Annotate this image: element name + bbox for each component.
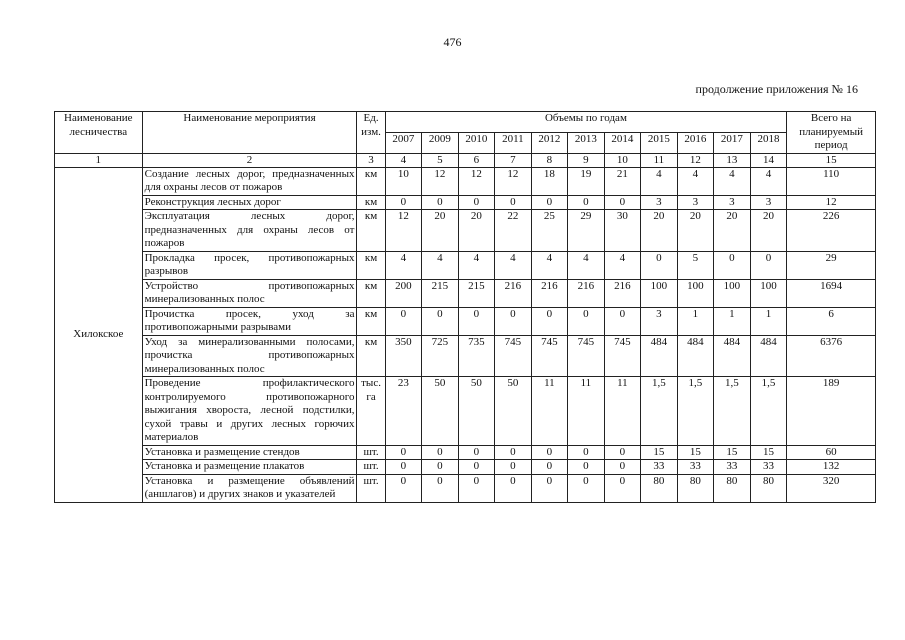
year-value-cell: 80: [714, 474, 751, 502]
year-value-cell: 25: [531, 210, 568, 252]
column-number: 5: [422, 153, 459, 167]
column-number: 8: [531, 153, 568, 167]
year-value-cell: 20: [458, 210, 495, 252]
table-row: [55, 377, 876, 446]
year-value-cell: 216: [568, 279, 605, 307]
header-year: 2015: [641, 132, 678, 153]
year-value-cell: 22: [495, 210, 532, 252]
table-row: [55, 251, 876, 279]
year-value-cell: 0: [385, 445, 422, 460]
header-year: 2012: [531, 132, 568, 153]
year-value-cell: 3: [641, 307, 678, 335]
year-value-cell: 0: [385, 195, 422, 210]
column-number: 10: [604, 153, 641, 167]
year-value-cell: 100: [714, 279, 751, 307]
year-value-cell: 0: [458, 307, 495, 335]
column-number: 7: [495, 153, 532, 167]
year-value-cell: 11: [531, 377, 568, 446]
year-value-cell: 12: [385, 210, 422, 252]
year-value-cell: 0: [568, 445, 605, 460]
year-value-cell: 0: [604, 474, 641, 502]
header-forestry: Наименование лесничества: [55, 112, 143, 154]
unit-cell: км: [357, 251, 385, 279]
forestry-name-cell: Хилокское: [55, 167, 143, 502]
total-cell: 189: [787, 377, 876, 446]
year-value-cell: 484: [641, 335, 678, 377]
year-value-cell: 0: [422, 445, 459, 460]
unit-cell: шт.: [357, 474, 385, 502]
total-cell: 226: [787, 210, 876, 252]
year-value-cell: 33: [714, 460, 751, 475]
year-value-cell: 0: [604, 195, 641, 210]
measure-name-cell: Прочистка просек, уход за противопожарными разрывами: [142, 307, 357, 335]
year-value-cell: 0: [495, 195, 532, 210]
year-value-cell: 0: [568, 307, 605, 335]
year-value-cell: 20: [714, 210, 751, 252]
year-value-cell: 20: [641, 210, 678, 252]
year-value-cell: 0: [531, 445, 568, 460]
year-value-cell: 33: [641, 460, 678, 475]
measure-name-cell: Уход за минерализованными полосами, прочистка противопожарных минерализованных полос: [142, 335, 357, 377]
year-value-cell: 29: [568, 210, 605, 252]
year-value-cell: 725: [422, 335, 459, 377]
column-number: 9: [568, 153, 605, 167]
year-value-cell: 18: [531, 167, 568, 195]
year-value-cell: 0: [604, 307, 641, 335]
unit-cell: шт.: [357, 460, 385, 475]
year-value-cell: 0: [385, 474, 422, 502]
table-row: [55, 474, 876, 502]
year-value-cell: 100: [750, 279, 787, 307]
total-cell: 6: [787, 307, 876, 335]
year-value-cell: 12: [458, 167, 495, 195]
year-value-cell: 4: [604, 251, 641, 279]
unit-cell: км: [357, 167, 385, 195]
year-value-cell: 11: [568, 377, 605, 446]
table-body: [55, 167, 876, 502]
header-year: 2014: [604, 132, 641, 153]
year-value-cell: 4: [385, 251, 422, 279]
year-value-cell: 484: [677, 335, 714, 377]
year-value-cell: 0: [604, 460, 641, 475]
year-value-cell: 4: [750, 167, 787, 195]
measure-name-cell: Реконструкция лесных дорог: [142, 195, 357, 210]
header-total: Всего на планируемый период: [787, 112, 876, 154]
unit-cell: тыс. га: [357, 377, 385, 446]
year-value-cell: 10: [385, 167, 422, 195]
year-value-cell: 0: [422, 474, 459, 502]
header-volumes-by-year: Объемы по годам: [385, 112, 787, 133]
header-unit: Ед. изм.: [357, 112, 385, 154]
year-value-cell: 484: [714, 335, 751, 377]
header-year: 2007: [385, 132, 422, 153]
column-number: 6: [458, 153, 495, 167]
unit-cell: км: [357, 279, 385, 307]
header-year: 2011: [495, 132, 532, 153]
header-measure: Наименование мероприятия: [142, 112, 357, 154]
year-value-cell: 0: [568, 474, 605, 502]
year-value-cell: 1,5: [641, 377, 678, 446]
column-number: 1: [55, 153, 143, 167]
year-value-cell: 0: [531, 195, 568, 210]
year-value-cell: 3: [641, 195, 678, 210]
header-year: 2016: [677, 132, 714, 153]
page-number: 476: [443, 35, 462, 49]
table-row: [55, 195, 876, 210]
column-number: 14: [750, 153, 787, 167]
header-row-1: [55, 112, 876, 133]
total-cell: 12: [787, 195, 876, 210]
year-value-cell: 15: [641, 445, 678, 460]
year-value-cell: 1,5: [677, 377, 714, 446]
header-year: 2009: [422, 132, 459, 153]
year-value-cell: 0: [458, 195, 495, 210]
year-value-cell: 4: [677, 167, 714, 195]
year-value-cell: 0: [495, 460, 532, 475]
year-value-cell: 0: [531, 474, 568, 502]
year-value-cell: 215: [422, 279, 459, 307]
year-value-cell: 735: [458, 335, 495, 377]
total-cell: 320: [787, 474, 876, 502]
table-row: [55, 279, 876, 307]
year-value-cell: 20: [677, 210, 714, 252]
year-value-cell: 0: [641, 251, 678, 279]
year-value-cell: 0: [422, 460, 459, 475]
year-value-cell: 50: [422, 377, 459, 446]
forest-fire-measures-table: [54, 111, 876, 503]
year-value-cell: 4: [422, 251, 459, 279]
year-value-cell: 216: [604, 279, 641, 307]
year-value-cell: 5: [677, 251, 714, 279]
column-number: 3: [357, 153, 385, 167]
year-value-cell: 0: [531, 460, 568, 475]
year-value-cell: 745: [604, 335, 641, 377]
total-cell: 60: [787, 445, 876, 460]
header-year: 2018: [750, 132, 787, 153]
year-value-cell: 4: [714, 167, 751, 195]
year-value-cell: 0: [422, 307, 459, 335]
year-value-cell: 0: [531, 307, 568, 335]
unit-cell: км: [357, 210, 385, 252]
year-value-cell: 0: [568, 195, 605, 210]
year-value-cell: 350: [385, 335, 422, 377]
year-value-cell: 100: [641, 279, 678, 307]
year-value-cell: 80: [641, 474, 678, 502]
measure-name-cell: Установка и размещение плакатов: [142, 460, 357, 475]
table-row: [55, 307, 876, 335]
year-value-cell: 3: [750, 195, 787, 210]
year-value-cell: 484: [750, 335, 787, 377]
column-number: 2: [142, 153, 357, 167]
table-row: [55, 445, 876, 460]
year-value-cell: 4: [641, 167, 678, 195]
year-value-cell: 4: [458, 251, 495, 279]
year-value-cell: 200: [385, 279, 422, 307]
unit-cell: км: [357, 335, 385, 377]
year-value-cell: 50: [458, 377, 495, 446]
measure-name-cell: Установка и размещение объявлений (аншлагов) и других знаков и указателей: [142, 474, 357, 502]
header-year: 2017: [714, 132, 751, 153]
appendix-continuation-note: продолжение приложения № 16: [695, 82, 858, 96]
column-number: 13: [714, 153, 751, 167]
measure-name-cell: Проведение профилактического контролируемого противопожарного выжигания хвороста, лесной подстилки, сухой травы и других лесных горючих материалов: [142, 377, 357, 446]
year-value-cell: 0: [458, 445, 495, 460]
total-cell: 110: [787, 167, 876, 195]
year-value-cell: 12: [422, 167, 459, 195]
year-value-cell: 1: [677, 307, 714, 335]
column-number: 4: [385, 153, 422, 167]
header-year: 2013: [568, 132, 605, 153]
year-value-cell: 0: [750, 251, 787, 279]
year-value-cell: 33: [750, 460, 787, 475]
year-value-cell: 20: [750, 210, 787, 252]
measure-name-cell: Эксплуатация лесных дорог, предназначенных для охраны лесов от пожаров: [142, 210, 357, 252]
table-row: [55, 460, 876, 475]
year-value-cell: 80: [750, 474, 787, 502]
year-value-cell: 20: [422, 210, 459, 252]
year-value-cell: 4: [495, 251, 532, 279]
year-value-cell: 1: [750, 307, 787, 335]
year-value-cell: 3: [714, 195, 751, 210]
year-value-cell: 0: [714, 251, 751, 279]
year-value-cell: 30: [604, 210, 641, 252]
year-value-cell: 100: [677, 279, 714, 307]
year-value-cell: 3: [677, 195, 714, 210]
unit-cell: шт.: [357, 445, 385, 460]
total-cell: 6376: [787, 335, 876, 377]
year-value-cell: 1,5: [714, 377, 751, 446]
year-value-cell: 0: [495, 445, 532, 460]
unit-cell: км: [357, 307, 385, 335]
column-number: 12: [677, 153, 714, 167]
year-value-cell: 23: [385, 377, 422, 446]
year-value-cell: 50: [495, 377, 532, 446]
year-value-cell: 0: [458, 460, 495, 475]
year-value-cell: 19: [568, 167, 605, 195]
total-cell: 1694: [787, 279, 876, 307]
year-value-cell: 0: [385, 460, 422, 475]
year-value-cell: 15: [714, 445, 751, 460]
total-cell: 132: [787, 460, 876, 475]
measure-name-cell: Прокладка просек, противопожарных разрывов: [142, 251, 357, 279]
year-value-cell: 216: [495, 279, 532, 307]
table-row: [55, 167, 876, 195]
year-value-cell: 216: [531, 279, 568, 307]
measure-name-cell: Устройство противопожарных минерализованных полос: [142, 279, 357, 307]
year-value-cell: 15: [677, 445, 714, 460]
total-cell: 29: [787, 251, 876, 279]
year-value-cell: 0: [422, 195, 459, 210]
unit-cell: км: [357, 195, 385, 210]
year-value-cell: 1: [714, 307, 751, 335]
year-value-cell: 0: [604, 445, 641, 460]
year-value-cell: 1,5: [750, 377, 787, 446]
year-value-cell: 0: [495, 307, 532, 335]
table-row: [55, 335, 876, 377]
measure-name-cell: Установка и размещение стендов: [142, 445, 357, 460]
year-value-cell: 4: [531, 251, 568, 279]
year-value-cell: 745: [531, 335, 568, 377]
column-numbers-row: [55, 153, 876, 167]
year-value-cell: 0: [568, 460, 605, 475]
year-value-cell: 33: [677, 460, 714, 475]
year-value-cell: 745: [495, 335, 532, 377]
table-row: [55, 210, 876, 252]
year-value-cell: 215: [458, 279, 495, 307]
column-number: 11: [641, 153, 678, 167]
year-value-cell: 0: [385, 307, 422, 335]
header-year: 2010: [458, 132, 495, 153]
year-value-cell: 745: [568, 335, 605, 377]
year-value-cell: 21: [604, 167, 641, 195]
year-value-cell: 11: [604, 377, 641, 446]
column-number: 15: [787, 153, 876, 167]
year-value-cell: 12: [495, 167, 532, 195]
year-value-cell: 0: [458, 474, 495, 502]
measure-name-cell: Создание лесных дорог, предназначенных для охраны лесов от пожаров: [142, 167, 357, 195]
year-value-cell: 0: [495, 474, 532, 502]
year-value-cell: 4: [568, 251, 605, 279]
year-value-cell: 80: [677, 474, 714, 502]
year-value-cell: 15: [750, 445, 787, 460]
